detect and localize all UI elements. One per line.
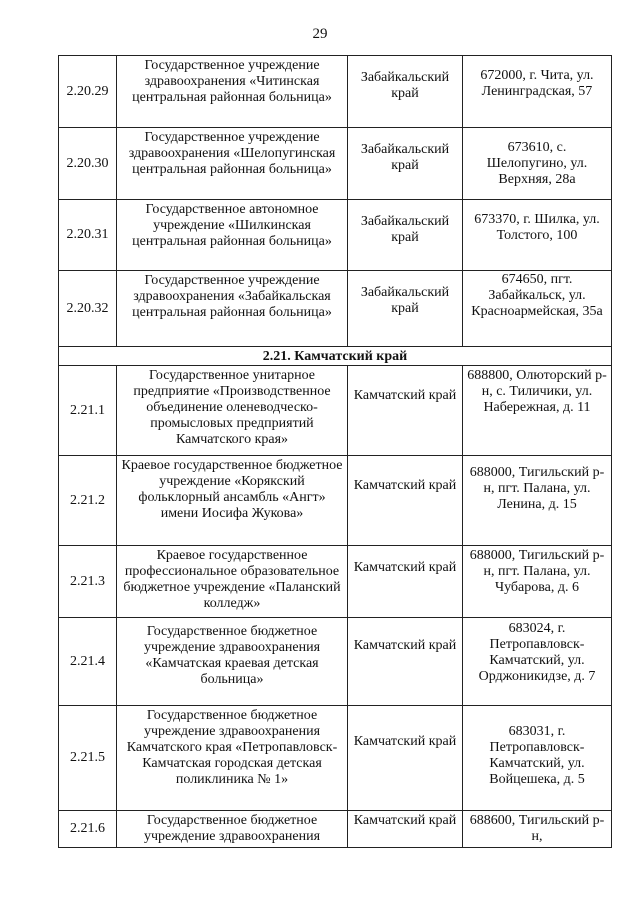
region: Камчатский край [348,618,463,706]
row-number: 2.21.2 [59,456,117,546]
organization-name: Государственное учреждение здравоохранения «Шелопугинская центральная районная больница» [117,128,348,200]
section-header-row [59,347,612,366]
region: Забайкальский край [348,56,463,128]
region: Камчатский край [348,366,463,456]
organization-name: Государственное автономное учреждение «Шилкинская центральная районная больница» [117,200,348,271]
region: Камчатский край [348,546,463,618]
organization-name: Государственное учреждение здравоохранения «Забайкальская центральная районная больница» [117,271,348,347]
table-row [59,128,612,200]
address: 673610, с. Шелопугино, ул. Верхняя, 28а [463,128,612,200]
section-title: 2.21. Камчатский край [59,347,612,366]
row-number: 2.20.31 [59,200,117,271]
organization-name: Краевое государственное бюджетное учреждение «Корякский фольклорный ансамбль «Ангт» имени Иосифа Жукова» [117,456,348,546]
address: 683031, г. Петропавловск-Камчатский, ул. Войцешека, д. 5 [463,706,612,811]
address: 674650, пгт. Забайкальск, ул. Красноармейская, 35а [463,271,612,347]
table-row [59,200,612,271]
table-row [59,456,612,546]
address: 683024, г. Петропавловск-Камчатский, ул. Орджоникидзе, д. 7 [463,618,612,706]
address: 673370, г. Шилка, ул. Толстого, 100 [463,200,612,271]
table-row [59,56,612,128]
organizations-table [58,55,612,848]
row-number: 2.21.4 [59,618,117,706]
organization-name: Краевое государственное профессиональное образовательное бюджетное учреждение «Паланский колледж» [117,546,348,618]
table-row [59,366,612,456]
organization-name: Государственное бюджетное учреждение здравоохранения Камчатского края «Петропавловск-Камчатская городская детская поликлиника № 1» [117,706,348,811]
table-row [59,546,612,618]
region: Камчатский край [348,456,463,546]
region: Забайкальский край [348,200,463,271]
organization-name: Государственное унитарное предприятие «Производственное объединение оленеводческо-промысловых предприятий Камчатского края» [117,366,348,456]
row-number: 2.20.29 [59,56,117,128]
organization-name: Государственное бюджетное учреждение здравоохранения «Камчатская краевая детская больница» [117,618,348,706]
table-row [59,271,612,347]
address: 688000, Тигильский р-н, пгт. Палана, ул. Ленина, д. 15 [463,456,612,546]
address: 672000, г. Чита, ул. Ленинградская, 57 [463,56,612,128]
table-row [59,618,612,706]
organization-name: Государственное бюджетное учреждение здравоохранения [117,811,348,848]
table-row [59,811,612,848]
row-number: 2.21.6 [59,811,117,848]
region: Забайкальский край [348,271,463,347]
row-number: 2.21.3 [59,546,117,618]
row-number: 2.20.32 [59,271,117,347]
region: Камчатский край [348,811,463,848]
table-row [59,706,612,811]
organization-name: Государственное учреждение здравоохранения «Читинская центральная районная больница» [117,56,348,128]
address: 688600, Тигильский р-н, [463,811,612,848]
page-number: 29 [312,26,328,42]
region: Забайкальский край [348,128,463,200]
address: 688800, Олюторский р-н, с. Тиличики, ул. Набережная, д. 11 [463,366,612,456]
address: 688000, Тигильский р-н, пгт. Палана, ул. Чубарова, д. 6 [463,546,612,618]
row-number: 2.20.30 [59,128,117,200]
region: Камчатский край [348,706,463,811]
row-number: 2.21.5 [59,706,117,811]
row-number: 2.21.1 [59,366,117,456]
